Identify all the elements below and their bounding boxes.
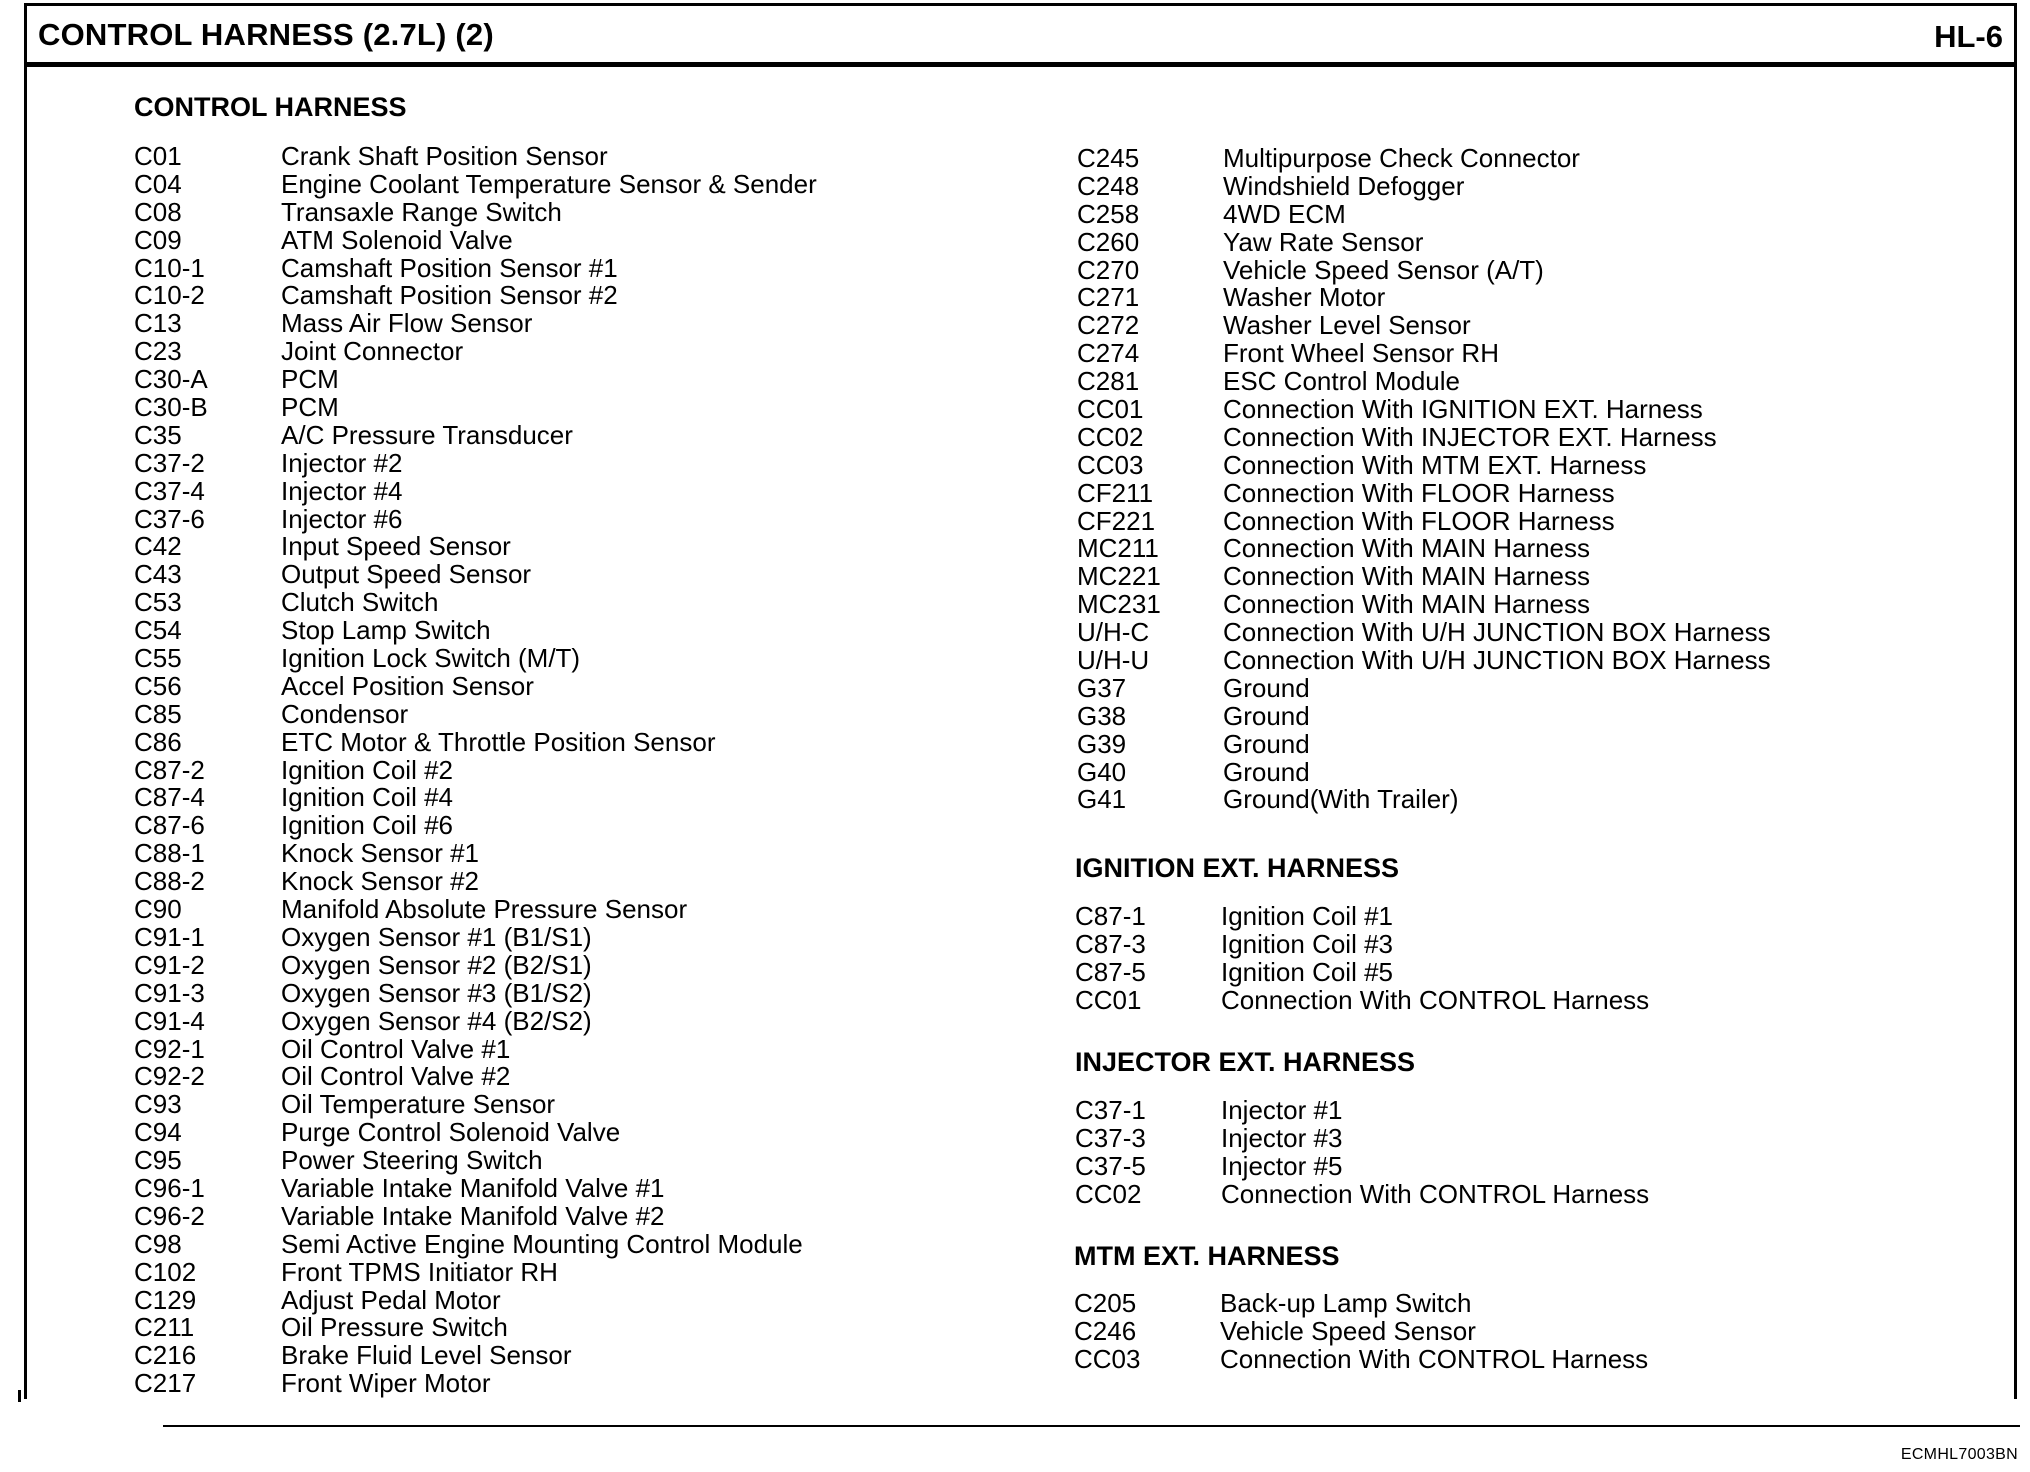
connector-row	[134, 1091, 1034, 1119]
connector-row	[1077, 340, 1977, 368]
connector-row	[134, 645, 1034, 673]
connector-description: Ignition Coil #6	[281, 810, 453, 841]
connector-description: PCM	[281, 392, 339, 423]
connector-description: Knock Sensor #1	[281, 838, 480, 869]
connector-row	[134, 617, 1034, 645]
connector-code: C87-5	[1075, 956, 1146, 987]
connector-row	[1077, 647, 1977, 675]
connector-row	[134, 868, 1034, 896]
connector-description: Input Speed Sensor	[281, 531, 511, 562]
connector-description: Ignition Coil #2	[281, 754, 453, 785]
connector-code: C37-4	[134, 475, 205, 506]
connector-description: Multipurpose Check Connector	[1223, 143, 1580, 173]
connector-code: C37-3	[1075, 1122, 1146, 1153]
connector-row	[134, 338, 1034, 366]
connector-row	[134, 840, 1034, 868]
connector-code: CC02	[1077, 421, 1144, 452]
connector-code: C09	[134, 224, 182, 255]
connector-description: Crank Shaft Position Sensor	[281, 141, 608, 171]
connector-code: G39	[1077, 728, 1127, 759]
connector-code: C87-1	[1075, 901, 1146, 931]
connector-code: C37-5	[1075, 1150, 1146, 1181]
connector-code: C246	[1074, 1315, 1137, 1346]
page-number: HL-6	[1934, 19, 2003, 54]
connector-code: C92-2	[134, 1061, 205, 1092]
connector-row	[134, 784, 1034, 812]
connector-code: C205	[1074, 1288, 1137, 1318]
injector-ext-list	[1075, 1097, 1975, 1209]
connector-description: Camshaft Position Sensor #1	[281, 252, 618, 283]
connector-description: Back-up Lamp Switch	[1220, 1288, 1472, 1318]
connector-description: Injector #3	[1221, 1122, 1343, 1153]
connector-row	[1077, 145, 1977, 173]
connector-row	[134, 1119, 1034, 1147]
connector-description: ATM Solenoid Valve	[281, 224, 513, 255]
control-harness-list-left	[134, 143, 1034, 1398]
connector-description: Mass Air Flow Sensor	[281, 308, 533, 339]
connector-code: C217	[134, 1368, 197, 1399]
connector-description: Injector #2	[281, 447, 403, 478]
connector-description: Connection With CONTROL Harness	[1221, 984, 1650, 1015]
connector-row	[1075, 1122, 1975, 1153]
connector-row	[134, 1172, 1034, 1203]
connector-row	[134, 726, 1034, 757]
connector-description: Oxygen Sensor #1 (B1/S1)	[281, 921, 592, 952]
connector-code: C92-1	[134, 1033, 205, 1064]
connector-description: Knock Sensor #2	[281, 866, 480, 897]
connector-description: Camshaft Position Sensor #2	[281, 280, 618, 311]
connector-description: Oil Temperature Sensor	[281, 1089, 556, 1120]
connector-row	[1077, 449, 1977, 480]
connector-description: Connection With CONTROL Harness	[1221, 1178, 1650, 1209]
connector-row	[134, 447, 1034, 478]
connector-row	[1077, 535, 1977, 563]
document-code: ECMHL7003BN	[1900, 1446, 2018, 1463]
connector-code: CC03	[1074, 1343, 1141, 1374]
connector-description: Washer Motor	[1223, 282, 1386, 313]
connector-code: C37-1	[1075, 1095, 1146, 1125]
connector-code: C258	[1077, 198, 1140, 229]
connector-description: Adjust Pedal Motor	[281, 1284, 501, 1315]
connector-row	[134, 282, 1034, 310]
connector-description: Ignition Coil #1	[1221, 901, 1393, 931]
connector-code: G37	[1077, 672, 1127, 703]
connector-row	[1074, 1290, 1974, 1318]
section-title-injector-ext: INJECTOR EXT. HARNESS	[1075, 1047, 1416, 1077]
connector-row	[134, 1284, 1034, 1315]
connector-description: Ground(With Trailer)	[1223, 784, 1459, 815]
connector-row	[134, 310, 1034, 338]
connector-code: C53	[134, 587, 182, 618]
connector-description: Purge Control Solenoid Valve	[281, 1117, 621, 1148]
section-title-mtm-ext: MTM EXT. HARNESS	[1074, 1241, 1340, 1271]
connector-description: Connection With MTM EXT. Harness	[1223, 449, 1647, 480]
connector-description: Ignition Lock Switch (M/T)	[281, 643, 581, 674]
connector-row	[134, 1005, 1034, 1036]
connector-row	[1077, 756, 1977, 787]
connector-description: Stop Lamp Switch	[281, 615, 491, 646]
connector-row	[1075, 984, 1975, 1015]
connector-description: Front TPMS Initiator RH	[281, 1256, 558, 1287]
connector-code: C01	[134, 141, 182, 171]
connector-code: C54	[134, 615, 182, 646]
connector-code: U/H-U	[1077, 645, 1150, 676]
connector-code: C216	[134, 1340, 197, 1371]
connector-code: C272	[1077, 310, 1140, 341]
connector-code: MC231	[1077, 589, 1161, 620]
connector-row	[1075, 1150, 1975, 1181]
connector-code: C55	[134, 643, 182, 674]
page-title: CONTROL HARNESS (2.7L) (2)	[38, 17, 494, 52]
connector-row	[134, 1200, 1034, 1231]
connector-code: CF221	[1077, 505, 1156, 536]
connector-description: Front Wiper Motor	[281, 1368, 491, 1399]
connector-description: Joint Connector	[281, 336, 464, 367]
connector-code: CC03	[1077, 449, 1144, 480]
connector-description: Accel Position Sensor	[281, 670, 534, 701]
connector-description: Ignition Coil #3	[1221, 928, 1393, 959]
connector-description: Oxygen Sensor #2 (B2/S1)	[281, 949, 592, 980]
connector-row	[134, 143, 1034, 171]
connector-code: G38	[1077, 700, 1127, 731]
connector-row	[1077, 170, 1977, 201]
connector-code: C30-A	[134, 364, 208, 395]
connector-row	[134, 1228, 1034, 1259]
connector-description: Yaw Rate Sensor	[1223, 226, 1424, 257]
connector-row	[1074, 1343, 1974, 1374]
connector-description: Oil Control Valve #1	[281, 1033, 511, 1064]
connector-code: C271	[1077, 282, 1140, 313]
connector-code: G40	[1077, 756, 1127, 787]
connector-row	[134, 366, 1034, 394]
connector-code: MC221	[1077, 561, 1161, 592]
connector-code: C270	[1077, 254, 1140, 285]
connector-description: 4WD ECM	[1223, 198, 1346, 229]
connector-row	[134, 1256, 1034, 1287]
connector-row	[134, 812, 1034, 840]
connector-row	[134, 921, 1034, 952]
connector-description: Condensor	[281, 698, 409, 729]
connector-row	[1077, 421, 1977, 452]
connector-description: Ground	[1223, 756, 1310, 787]
connector-description: Windshield Defogger	[1223, 170, 1465, 201]
connector-description: Injector #4	[281, 475, 403, 506]
connector-description: Connection With U/H JUNCTION BOX Harness	[1223, 645, 1771, 676]
connector-code: C98	[134, 1228, 182, 1259]
connector-row	[1077, 312, 1977, 340]
connector-description: Connection With CONTROL Harness	[1220, 1343, 1649, 1374]
connector-description: Front Wheel Sensor RH	[1223, 338, 1499, 369]
connector-description: Connection With U/H JUNCTION BOX Harness	[1223, 617, 1771, 648]
connector-row	[1077, 786, 1977, 814]
connector-row	[1077, 198, 1977, 229]
connector-row	[134, 1342, 1034, 1370]
connector-description: Connection With FLOOR Harness	[1223, 505, 1615, 536]
connector-description: Washer Level Sensor	[1223, 310, 1471, 341]
connector-row	[134, 1314, 1034, 1342]
connector-row	[1077, 728, 1977, 759]
connector-description: Ground	[1223, 728, 1310, 759]
connector-description: Power Steering Switch	[281, 1145, 543, 1176]
connector-row	[134, 949, 1034, 980]
connector-row	[1077, 619, 1977, 647]
connector-row	[134, 196, 1034, 227]
connector-row	[134, 896, 1034, 924]
connector-code: C88-1	[134, 838, 205, 869]
connector-code: C30-B	[134, 392, 208, 423]
connector-description: Connection With MAIN Harness	[1223, 561, 1591, 592]
connector-row	[1077, 700, 1977, 731]
connector-row	[134, 589, 1034, 617]
connector-description: Ground	[1223, 700, 1310, 731]
connector-code: C85	[134, 698, 182, 729]
section-title-ignition-ext: IGNITION EXT. HARNESS	[1075, 853, 1400, 883]
connector-row	[1077, 284, 1977, 312]
connector-description: Vehicle Speed Sensor (A/T)	[1223, 254, 1544, 285]
connector-row	[134, 503, 1034, 534]
connector-description: Connection With IGNITION EXT. Harness	[1223, 394, 1703, 425]
connector-description: Connection With FLOOR Harness	[1223, 477, 1615, 508]
connector-code: C93	[134, 1089, 182, 1120]
connector-row	[134, 1370, 1034, 1398]
connector-code: C91-1	[134, 921, 205, 952]
connector-row	[134, 670, 1034, 701]
connector-description: Connection With MAIN Harness	[1223, 589, 1591, 620]
connector-code: C90	[134, 894, 182, 925]
connector-code: C88-2	[134, 866, 205, 897]
connector-code: C42	[134, 531, 182, 562]
control-harness-list-right	[1077, 145, 1977, 814]
connector-code: CC02	[1075, 1178, 1142, 1209]
page-header	[24, 3, 2017, 67]
connector-row	[1077, 505, 1977, 536]
connector-code: C56	[134, 670, 182, 701]
connector-code: C08	[134, 196, 182, 227]
connector-description: Variable Intake Manifold Valve #1	[281, 1172, 665, 1203]
connector-code: C260	[1077, 226, 1140, 257]
connector-code: C102	[134, 1256, 197, 1287]
connector-code: MC211	[1077, 533, 1159, 564]
connector-code: C95	[134, 1145, 182, 1176]
connector-row	[134, 977, 1034, 1008]
connector-row	[1077, 672, 1977, 703]
connector-row	[134, 1063, 1034, 1091]
connector-row	[134, 1033, 1034, 1064]
connector-description: Ignition Coil #4	[281, 782, 453, 813]
mtm-ext-list	[1074, 1290, 1974, 1374]
connector-row	[1077, 396, 1977, 424]
connector-description: Output Speed Sensor	[281, 559, 532, 590]
connector-description: Injector #6	[281, 503, 403, 534]
connector-code: C37-6	[134, 503, 205, 534]
connector-code: CC01	[1077, 394, 1144, 425]
connector-code: C10-1	[134, 252, 205, 283]
connector-row	[134, 224, 1034, 255]
connector-description: PCM	[281, 364, 339, 395]
connector-code: C10-2	[134, 280, 205, 311]
connector-description: Brake Fluid Level Sensor	[281, 1340, 572, 1371]
connector-row	[134, 561, 1034, 589]
connector-row	[1077, 368, 1977, 396]
connector-row	[1077, 477, 1977, 508]
connector-row	[1077, 226, 1977, 257]
connector-code: C281	[1077, 366, 1140, 397]
connector-row	[1074, 1315, 1974, 1346]
connector-description: A/C Pressure Transducer	[281, 419, 573, 450]
connector-row	[134, 394, 1034, 422]
connector-row	[1075, 928, 1975, 959]
connector-code: G41	[1077, 784, 1127, 815]
connector-code: C96-2	[134, 1200, 205, 1231]
connector-description: Injector #5	[1221, 1150, 1343, 1181]
connector-description: Oxygen Sensor #4 (B2/S2)	[281, 1005, 592, 1036]
connector-code: C37-2	[134, 447, 205, 478]
connector-row	[134, 533, 1034, 561]
connector-row	[1077, 563, 1977, 591]
connector-code: C13	[134, 308, 182, 339]
connector-row	[134, 419, 1034, 450]
connector-code: U/H-C	[1077, 617, 1150, 648]
connector-row	[1075, 903, 1975, 931]
connector-code: C87-2	[134, 754, 205, 785]
connector-code: C87-3	[1075, 928, 1146, 959]
connector-code: C245	[1077, 143, 1140, 173]
connector-description: Transaxle Range Switch	[281, 196, 562, 227]
frame-corner-mark	[18, 1390, 21, 1402]
connector-code: C129	[134, 1284, 197, 1315]
connector-description: Connection With MAIN Harness	[1223, 533, 1591, 564]
connector-code: C04	[134, 168, 182, 199]
connector-row	[134, 754, 1034, 785]
connector-row	[1075, 1097, 1975, 1125]
connector-description: Vehicle Speed Sensor	[1220, 1315, 1476, 1346]
connector-description: Manifold Absolute Pressure Sensor	[281, 894, 688, 925]
connector-code: C23	[134, 336, 182, 367]
ignition-ext-list	[1075, 903, 1975, 1015]
connector-code: C43	[134, 559, 182, 590]
connector-code: C274	[1077, 338, 1140, 369]
connector-description: Oxygen Sensor #3 (B1/S2)	[281, 977, 592, 1008]
connector-description: Injector #1	[1221, 1095, 1343, 1125]
section-title-control-harness: CONTROL HARNESS	[134, 92, 407, 122]
connector-code: C91-2	[134, 949, 205, 980]
connector-row	[134, 475, 1034, 506]
connector-code: C86	[134, 726, 182, 757]
connector-code: C35	[134, 419, 182, 450]
connector-row	[134, 698, 1034, 729]
connector-row	[1075, 956, 1975, 987]
connector-description: ESC Control Module	[1223, 366, 1460, 397]
connector-code: CC01	[1075, 984, 1142, 1015]
connector-row	[134, 168, 1034, 199]
connector-code: C87-6	[134, 810, 205, 841]
connector-code: CF211	[1077, 477, 1154, 508]
connector-row	[134, 1147, 1034, 1175]
connector-code: C91-3	[134, 977, 205, 1008]
connector-code: C87-4	[134, 782, 205, 813]
connector-code: C248	[1077, 170, 1140, 201]
connector-description: Engine Coolant Temperature Sensor & Sender	[281, 168, 817, 199]
connector-description: Ground	[1223, 672, 1310, 703]
connector-code: C94	[134, 1117, 182, 1148]
connector-row	[1075, 1178, 1975, 1209]
connector-description: Oil Control Valve #2	[281, 1061, 511, 1092]
connector-description: Clutch Switch	[281, 587, 439, 618]
connector-description: Ignition Coil #5	[1221, 956, 1393, 987]
bottom-rule	[163, 1425, 2020, 1427]
connector-row	[1077, 591, 1977, 619]
connector-description: Connection With INJECTOR EXT. Harness	[1223, 421, 1717, 452]
connector-code: C211	[134, 1312, 195, 1343]
connector-code: C96-1	[134, 1172, 205, 1203]
connector-description: Variable Intake Manifold Valve #2	[281, 1200, 665, 1231]
connector-row	[134, 252, 1034, 283]
connector-description: ETC Motor & Throttle Position Sensor	[281, 726, 716, 757]
connector-description: Oil Pressure Switch	[281, 1312, 508, 1343]
connector-code: C91-4	[134, 1005, 205, 1036]
connector-row	[1077, 254, 1977, 285]
connector-description: Semi Active Engine Mounting Control Module	[281, 1228, 803, 1259]
